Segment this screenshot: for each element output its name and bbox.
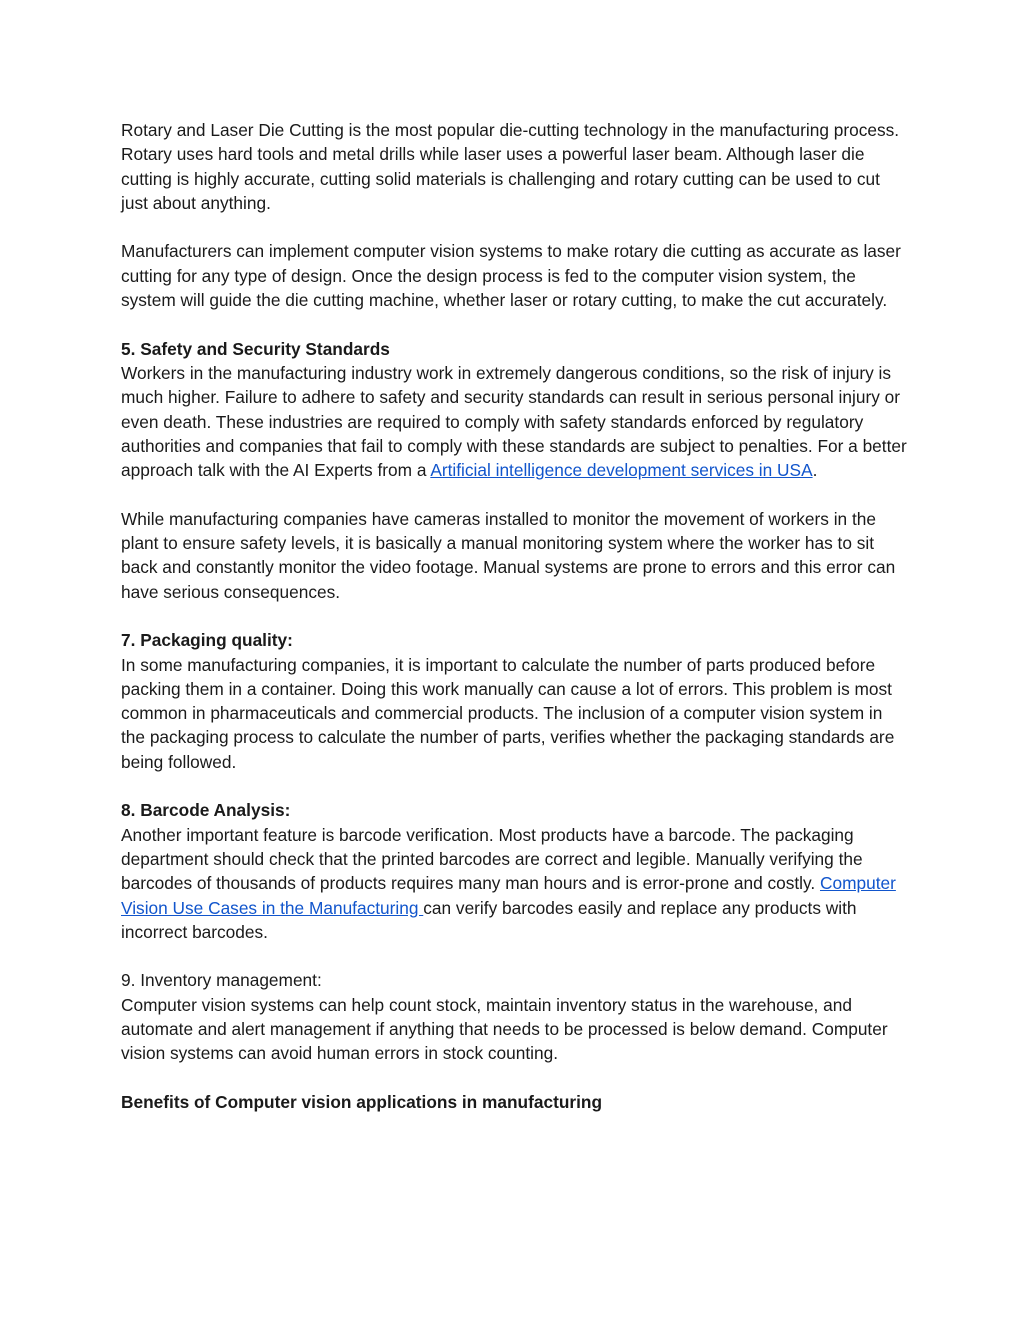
section-inventory-management xyxy=(121,968,911,1065)
section-heading-inventory: 9. Inventory management: xyxy=(121,970,322,991)
section-barcode-analysis xyxy=(121,798,911,944)
section-heading-barcode: 8. Barcode Analysis: xyxy=(121,800,291,821)
section-packaging-quality xyxy=(121,628,911,774)
section-heading-packaging: 7. Packaging quality: xyxy=(121,630,293,651)
document-page xyxy=(121,118,911,1114)
paragraph-computer-vision-die-cutting: Manufacturers can implement computer vision systems to make rotary die cutting as accurate as laser cutting for any type of design. Once the design process is fed to the computer vision system, the system will guide the die cutting machine, whether laser or rotary cutting, to make the cut accurately. xyxy=(121,241,901,311)
section-text-barcode: Another important feature is barcode verification. Most products have a barcode. The packaging department should check that the printed barcodes are correct and legible. Manually verifying the barcodes of thousands of products requires many man hours and is error-prone and costly. xyxy=(121,824,863,894)
ai-development-services-link[interactable]: Artificial intelligence development services in USA xyxy=(430,460,813,481)
benefits-heading-text: Benefits of Computer vision applications in manufacturing xyxy=(121,1091,603,1112)
benefits-heading xyxy=(121,1090,911,1114)
section-text-safety: Workers in the manufacturing industry work in extremely dangerous conditions, so the risk of injury is much higher. Failure to adhere to safety and security standards can result in serious personal injury or even death. These industries are required to comply with safety standards enforced by regulatory authorities and companies that fail to comply with these standards are subject to penalties. For a better approach talk with the AI Experts from a xyxy=(121,362,907,481)
section-text-safety-end: . xyxy=(812,460,818,481)
section-heading-safety: 5. Safety and Security Standards xyxy=(121,338,390,359)
paragraph-camera-monitoring: While manufacturing companies have cameras installed to monitor the movement of workers in the plant to ensure safety levels, it is basically a manual monitoring system where the worker has to sit back and constantly monitor the video footage. Manual systems are prone to errors and this error can have serious consequences. xyxy=(121,508,896,602)
section-safety-standards xyxy=(121,337,911,483)
section-text-inventory: Computer vision systems can help count stock, maintain inventory status in the warehouse, and automate and alert management if anything that needs to be processed is below demand. Computer vision systems can avoid human errors in stock counting. xyxy=(121,994,888,1064)
section-text-packaging: In some manufacturing companies, it is important to calculate the number of parts produced before packing them in a container. Doing this work manually can cause a lot of errors. This problem is most common in pharmaceuticals and commercial products. The inclusion of a computer vision system in the packaging process to calculate the number of parts, verifies whether the packaging standards are being followed. xyxy=(121,654,895,772)
paragraph-die-cutting-intro: Rotary and Laser Die Cutting is the most popular die-cutting technology in the manufacturing process. Rotary uses hard tools and metal drills while laser uses a powerful laser beam. Although laser die cutting is highly accurate, cutting solid materials is challenging and rotary cutting can be used to cut just about anything. xyxy=(121,120,900,213)
computer-vision-use-cases-link[interactable]: Computer Vision Use Cases in the Manufacturing xyxy=(121,873,896,918)
section-text-barcode-end: can verify barcodes easily and replace any products with incorrect barcodes. xyxy=(121,897,857,942)
